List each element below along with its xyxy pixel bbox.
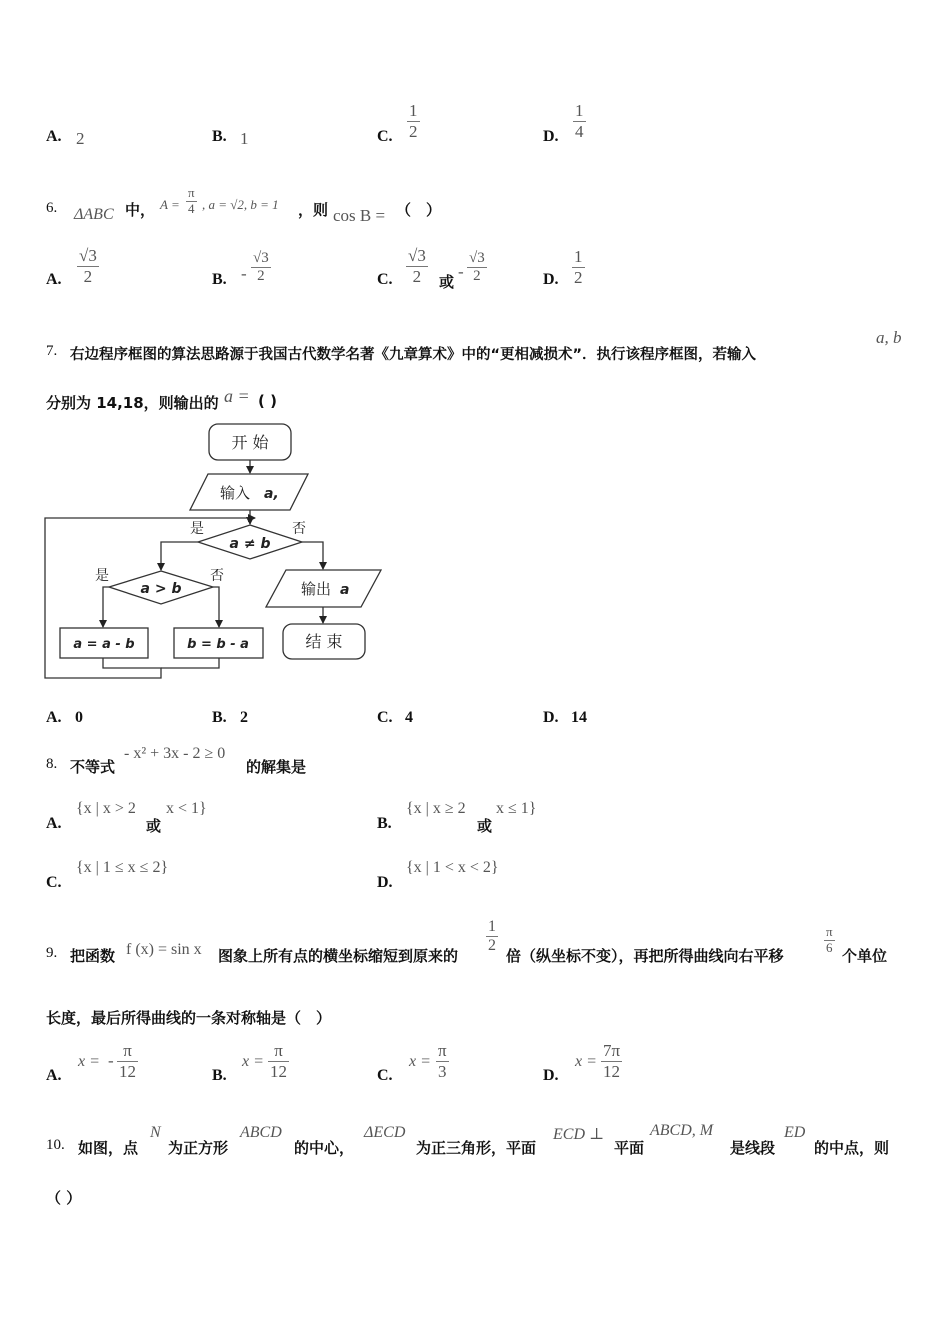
q9-text-3: 倍（纵坐标不变），再把所得曲线向右平移 [506,947,784,965]
q9-fraction-a [117,1041,138,1081]
flow-box1-label: a = a - b [73,637,135,652]
q8-tail-b: x ≤ 1} [496,800,537,817]
q6-fraction-c2 [467,250,487,286]
q9-fraction-d [601,1041,622,1081]
q6-label-d: D. [543,271,559,288]
flow-cond-2: a > b [140,581,182,597]
q6-d-den: 2 [574,267,583,287]
q10-ed: ED [784,1124,806,1141]
flow-output-label: 输出 [300,580,332,598]
q6-c-minus: - [458,262,464,281]
q10-abcd-m: ABCD, M [650,1122,714,1139]
q9-d-xeq: x = [575,1053,597,1070]
q5-c-numerator: 1 [409,101,418,120]
q9-text-1: 把函数 [70,947,116,965]
q6-fraction-d [572,247,585,287]
flow-input-var: a, [264,486,279,502]
flow-box2-label: b = b - a [187,637,249,652]
q7-a-eq: a = [224,386,250,406]
q9-function: f (x) = sin x [126,941,202,958]
q5-c-denominator: 2 [409,121,418,141]
flow-yes-2: 是 [95,568,109,584]
q7-label-d: D. [543,709,559,726]
q5-d-denominator: 4 [575,121,584,141]
q9-fraction-b [268,1041,289,1081]
q9-d-den: 12 [603,1061,621,1081]
q5-value-b: 1 [240,129,249,148]
q6-cosb: cos B = [333,206,386,225]
q10-text-6: 是线段 [730,1139,776,1157]
q10-n: N [150,1124,161,1141]
q7-paren: ( ) [258,392,277,410]
q8-number: 8. [46,756,58,772]
q8-huo-a: 或 [146,817,162,835]
q5-d-numerator: 1 [575,101,584,120]
q6-b-num: √3 [253,250,269,266]
q9-half-num: 1 [488,918,496,935]
q7-text-line1: 右边程序框图的算法思路源于我国古代数学名著《九章算术》中的“更相减损术”．执行该程序框图，若输入 [70,347,757,363]
q6-c2-num: √3 [469,250,485,266]
q5-value-a: 2 [76,129,85,148]
q8-set-b: {x | x ≥ 2 [406,800,466,817]
q7-value-d: 14 [571,709,587,726]
q5-label-d: D. [543,128,559,145]
q6-a-den: 2 [83,266,93,286]
q6-cond-rest: , a = √2, b = 1 [202,197,279,212]
q9-a-xeq: x = [78,1053,100,1070]
q8-set-d: {x | 1 < x < 2} [406,859,499,876]
q10-text-5: 平面 [614,1139,645,1157]
q6-a-num: √3 [79,246,97,265]
q8-set-c: {x | 1 ≤ x ≤ 2} [76,859,169,876]
q10-text-2: 为正方形 [168,1139,229,1157]
flow-output-var: a [340,582,350,598]
q8-post: 的解集是 [246,758,307,776]
q9-number: 9. [46,945,58,961]
q10-abcd: ABCD [240,1124,282,1141]
q9-label-a: A. [46,1067,62,1084]
q6-c1-num: √3 [408,246,426,265]
q6-triangle: ΔABC [74,206,114,223]
q9-text-4: 个单位 [842,947,888,965]
q9-label-c: C. [377,1067,393,1084]
q6-fraction-c1 [406,246,428,286]
flow-yes-1: 是 [190,521,204,537]
q10-text-1: 如图，点 [78,1139,139,1157]
q7-value-c: 4 [405,709,413,726]
q10-text-3: 的中心， [294,1139,355,1157]
q6-fraction-a [77,246,99,286]
q6-label-c: C. [377,271,393,288]
q6-cond-frac [186,186,197,217]
flow-cond-1: a ≠ b [229,536,271,552]
q9-text-2: 图象上所有点的横坐标缩短到原来的 [218,947,459,965]
flow-end-label: 结 束 [305,632,343,651]
flow-no-2: 否 [210,568,224,584]
q9-a-minus: - [108,1051,114,1070]
q6-b-minus: - [241,264,247,283]
q6-c2-den: 2 [473,268,481,285]
q9-pi: π [826,924,833,939]
q6-c1-den: 2 [412,266,422,286]
q9-label-b: B. [212,1067,227,1084]
q6-fraction-b [251,250,271,286]
q9-c-num: π [438,1041,447,1060]
q10-line-2: （ ） [46,1189,82,1207]
q6-b-den: 2 [257,268,265,285]
q5-fraction-d [573,101,586,141]
q8-label-d: D. [377,874,393,891]
q6-number: 6. [46,200,58,216]
q9-six: 6 [826,939,833,955]
q6-pi: π [188,185,195,200]
q7-ab: a, b [876,328,902,347]
q10-number: 10. [46,1137,65,1153]
q10-text-7: 的中点，则 [814,1139,890,1157]
q6-cond-a: A = [160,197,180,212]
q10-triangle: ΔECD [364,1124,406,1141]
q9-pi-six [824,925,835,956]
q9-d-num: 7π [603,1041,621,1060]
q6-paren: （ ） [396,201,442,219]
q8-huo-b: 或 [477,817,493,835]
q8-label-c: C. [46,874,62,891]
q7-number: 7. [46,343,58,359]
q8-label-b: B. [377,815,392,832]
flow-no-1: 否 [292,521,306,537]
q10-text-4: 为正三角形，平面 [416,1139,537,1157]
q9-b-num: π [274,1041,283,1060]
q5-fraction-c [407,101,420,141]
q5-label-a: A. [46,128,62,145]
q7-value-b: 2 [240,709,248,726]
q6-ze: ，则 [298,201,329,219]
q9-label-d: D. [543,1067,559,1084]
flow-input-label: 输入 [219,484,251,502]
q9-a-den: 12 [119,1061,136,1081]
q5-label-c: C. [377,128,393,145]
q8-set-a: {x | x > 2 [76,800,136,817]
q9-fraction-c [436,1041,449,1081]
q7-label-c: C. [377,709,393,726]
q7-text-line2: 分别为 14,18，则输出的 [46,394,219,412]
q7-label-a: A. [46,709,62,726]
q8-pre: 不等式 [70,758,116,776]
q8-inequality: - x² + 3x - 2 ≥ 0 [124,745,226,762]
q6-label-a: A. [46,271,62,288]
q9-line-2: 长度，最后所得曲线的一条对称轴是（ ） [46,1009,332,1027]
q9-b-xeq: x = [242,1053,264,1070]
q6-four: 4 [188,200,195,216]
q6-d-num: 1 [574,247,583,266]
flow-start-label: 开 始 [231,433,269,452]
q9-half-den: 2 [488,937,496,955]
q9-a-num: π [123,1041,132,1060]
q9-c-den: 3 [438,1061,447,1081]
q10-ecd: ECD ⊥ [553,1126,605,1143]
q8-label-a: A. [46,815,62,832]
q8-tail-a: x < 1} [166,800,207,817]
q7-flowchart [40,420,390,685]
q9-half [486,918,498,956]
q9-c-xeq: x = [409,1053,431,1070]
q6-huo: 或 [439,273,455,291]
q6-label-b: B. [212,271,227,288]
q9-b-den: 12 [270,1061,287,1081]
q7-label-b: B. [212,709,227,726]
q7-value-a: 0 [75,709,83,726]
q6-zhong: 中， [125,201,156,219]
q5-label-b: B. [212,128,227,145]
